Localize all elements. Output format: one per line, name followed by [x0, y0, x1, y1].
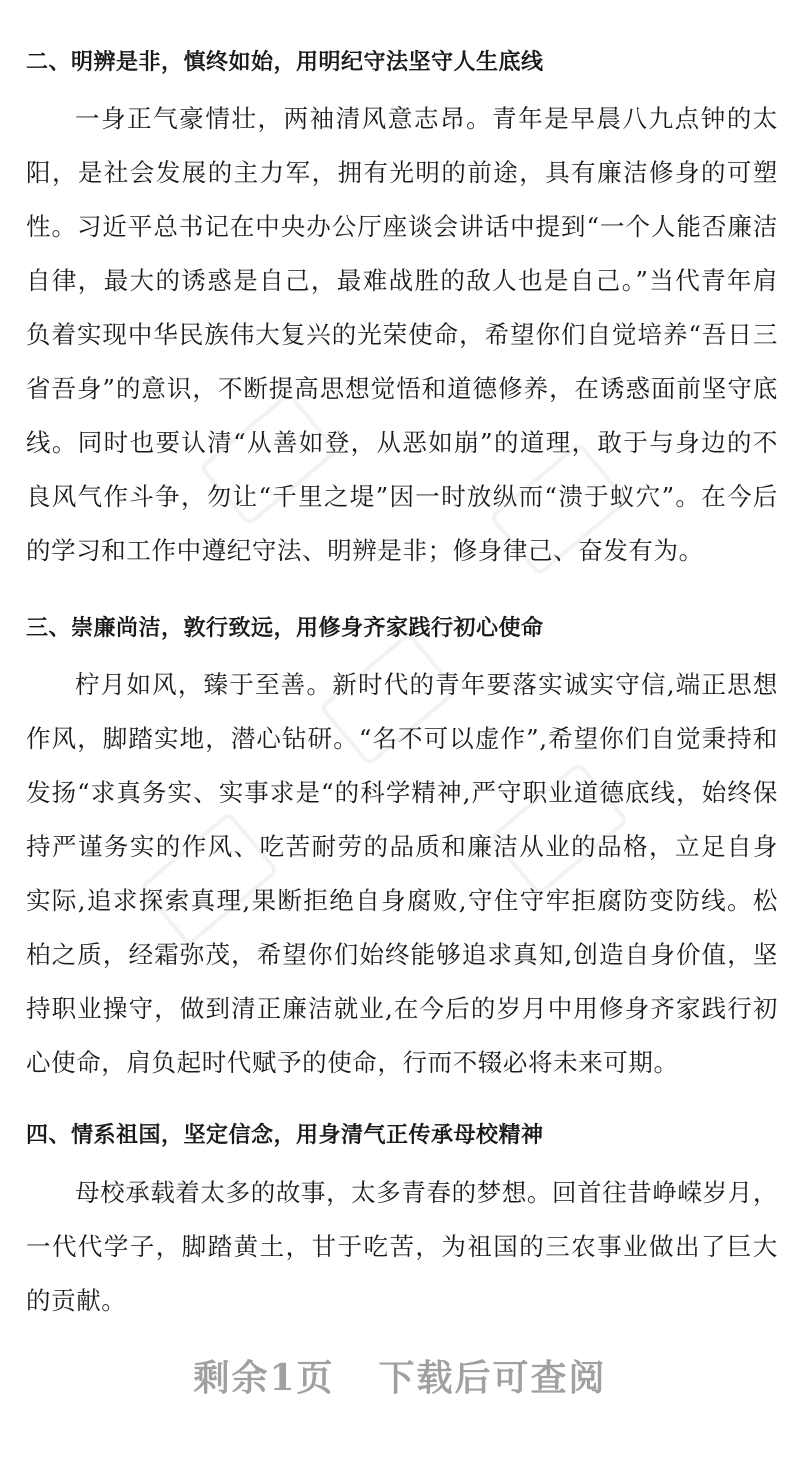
- section-heading: 三、崇廉尚洁，敦行致远，用修身齐家践行初心使命: [26, 616, 544, 641]
- remaining-pages-label: 剩余1页: [193, 1357, 335, 1399]
- section-paragraph: 一身正气豪情壮，两袖清风意志昂。青年是早晨八九点钟的太阳，是社会发展的主力军，拥有光明的前途，具有廉洁修身的可塑性。习近平总书记在中央办公厅座谈会讲话中提到“一个人能否廉洁自律，最大的诱惑是自己，最难战胜的敌人也是自己。”当代青年肩负着实现中华民族伟大复兴的光荣使命，希望你们自觉培养“吾日三省吾身”的意识，不断提高思想觉悟和道德修养，在诱惑面前坚守底线。同时也要认清“从善如登，从恶如崩”的道理，敢于与身边的不良风气作斗争，勿让“千里之堤”因一时放纵而“溃于蚁穴”。在今后的学习和工作中遵纪守法、明辨是非；修身律己、奋发有为。: [26, 104, 778, 565]
- section-paragraph: 母校承载着太多的故事，太多青春的梦想。回首往昔峥嵘岁月，一代代学子，脚踏黄土，甘于吃苦，为祖国的三农事业做出了巨大的贡献。: [26, 1178, 778, 1315]
- section-paragraph: 柠月如风，臻于至善。新时代的青年要落实诚实守信,端正思想作风，脚踏实地，潜心钻研。“名不可以虚作”,希望你们自觉秉持和发扬“求真务实、实事求是“的科学精神,严守职业道德底线，始终保持严谨务实的作风、吃苦耐劳的品质和廉洁从业的品格，立足自身实际,追求探索真理,果断拒绝自身腐败,守住守牢拒腐防变防线。松柏之质，经霜弥茂，希望你们始终能够追求真知,创造自身价值，坚持职业操守，做到清正廉洁就业,在今后的岁月中用修身齐家践行初心使命，肩负起时代赋予的使命，行而不辍必将未来可期。: [26, 670, 778, 1077]
- section-heading: 二、明辨是非，慎终如始，用明纪守法坚守人生底线: [26, 50, 544, 75]
- download-banner[interactable]: [0, 1352, 800, 1404]
- download-to-view-label[interactable]: 下载后可查阅: [378, 1357, 607, 1399]
- section-heading: 四、情系祖国，坚定信念，用身清气正传承母校精神: [26, 1123, 544, 1148]
